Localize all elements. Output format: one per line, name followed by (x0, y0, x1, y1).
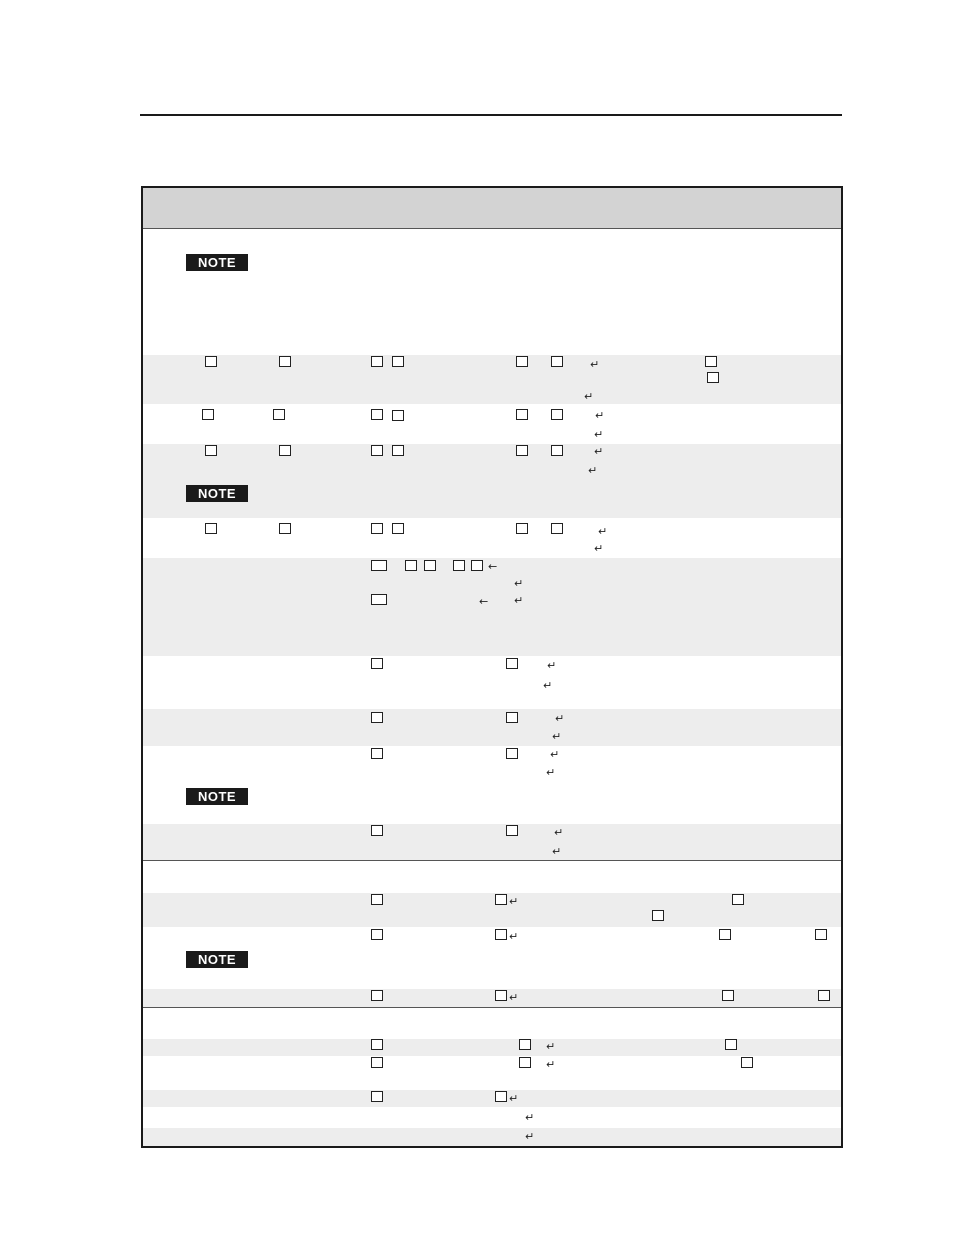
enter-key-icon: ↵ (509, 895, 519, 908)
placeholder-box (371, 894, 383, 905)
placeholder-box (371, 445, 383, 456)
enter-key-icon: ↵ (552, 730, 562, 743)
command-table (141, 186, 843, 1148)
placeholder-box (392, 356, 404, 367)
enter-key-icon: ↵ (546, 766, 556, 779)
placeholder-box (519, 1057, 531, 1068)
placeholder-box (516, 523, 528, 534)
enter-key-icon: ↵ (546, 1040, 556, 1053)
enter-key-icon: ↵ (509, 1092, 519, 1105)
enter-key-icon: ↵ (588, 464, 598, 477)
table-row (143, 1128, 841, 1146)
placeholder-box (371, 1039, 383, 1050)
placeholder-box (516, 409, 528, 420)
placeholder-box (471, 560, 483, 571)
placeholder-box (551, 356, 563, 367)
table-header (143, 188, 841, 229)
placeholder-box (652, 910, 664, 921)
enter-key-icon: ↵ (590, 358, 600, 371)
placeholder-box (551, 523, 563, 534)
placeholder-box (495, 929, 507, 940)
section-divider (143, 1007, 841, 1008)
placeholder-box (516, 356, 528, 367)
placeholder-box (506, 658, 518, 669)
enter-key-icon: ↵ (543, 679, 553, 692)
arrow-icon: ← (488, 560, 498, 573)
placeholder-box (205, 356, 217, 367)
placeholder-box (424, 560, 436, 571)
enter-key-icon: ↵ (594, 542, 604, 555)
note-badge: NOTE (186, 951, 248, 968)
table-row (143, 824, 841, 860)
placeholder-box (392, 445, 404, 456)
placeholder-box (371, 1057, 383, 1068)
enter-key-icon: ↵ (555, 712, 565, 725)
placeholder-box (453, 560, 465, 571)
placeholder-box (551, 409, 563, 420)
enter-key-icon: ↵ (598, 525, 608, 538)
placeholder-box (371, 409, 383, 420)
placeholder-box (818, 990, 830, 1001)
enter-key-icon: ↵ (584, 390, 594, 403)
enter-key-icon: ↵ (509, 930, 519, 943)
placeholder-box (392, 410, 404, 421)
enter-key-icon: ↵ (547, 659, 557, 672)
enter-key-icon: ↵ (550, 748, 560, 761)
enter-key-icon: ↵ (509, 991, 519, 1004)
enter-key-icon: ↵ (514, 577, 524, 590)
enter-key-icon: ↵ (525, 1130, 535, 1143)
placeholder-box (741, 1057, 753, 1068)
placeholder-box (725, 1039, 737, 1050)
placeholder-box (202, 409, 214, 420)
arrow-icon: ← (479, 595, 489, 608)
placeholder-box (405, 560, 417, 571)
placeholder-box (371, 560, 387, 571)
placeholder-box (371, 1091, 383, 1102)
table-row (143, 709, 841, 746)
placeholder-box (495, 1091, 507, 1102)
placeholder-box (371, 594, 387, 605)
placeholder-box (371, 356, 383, 367)
enter-key-icon: ↵ (525, 1111, 535, 1124)
placeholder-box (732, 894, 744, 905)
placeholder-box (392, 523, 404, 534)
section-divider (143, 860, 841, 861)
placeholder-box (495, 990, 507, 1001)
table-row (143, 989, 841, 1007)
enter-key-icon: ↵ (552, 845, 562, 858)
placeholder-box (371, 748, 383, 759)
placeholder-box (279, 356, 291, 367)
placeholder-box (371, 825, 383, 836)
table-row (143, 355, 841, 404)
top-rule (140, 114, 842, 116)
enter-key-icon: ↵ (554, 826, 564, 839)
note-badge: NOTE (186, 254, 248, 271)
placeholder-box (707, 372, 719, 383)
placeholder-box (371, 990, 383, 1001)
placeholder-box (705, 356, 717, 367)
note-badge: NOTE (186, 788, 248, 805)
placeholder-box (495, 894, 507, 905)
enter-key-icon: ↵ (594, 445, 604, 458)
table-row (143, 1090, 841, 1107)
placeholder-box (371, 523, 383, 534)
table-row (143, 444, 841, 518)
placeholder-box (719, 929, 731, 940)
placeholder-box (279, 445, 291, 456)
note-badge: NOTE (186, 485, 248, 502)
placeholder-box (371, 658, 383, 669)
placeholder-box (815, 929, 827, 940)
placeholder-box (722, 990, 734, 1001)
enter-key-icon: ↵ (595, 409, 605, 422)
placeholder-box (205, 523, 217, 534)
placeholder-box (371, 929, 383, 940)
placeholder-box (516, 445, 528, 456)
placeholder-box (273, 409, 285, 420)
enter-key-icon: ↵ (546, 1058, 556, 1071)
placeholder-box (506, 712, 518, 723)
placeholder-box (506, 825, 518, 836)
placeholder-box (506, 748, 518, 759)
placeholder-box (551, 445, 563, 456)
placeholder-box (205, 445, 217, 456)
placeholder-box (279, 523, 291, 534)
enter-key-icon: ↵ (594, 428, 604, 441)
placeholder-box (519, 1039, 531, 1050)
placeholder-box (371, 712, 383, 723)
enter-key-icon: ↵ (514, 594, 524, 607)
